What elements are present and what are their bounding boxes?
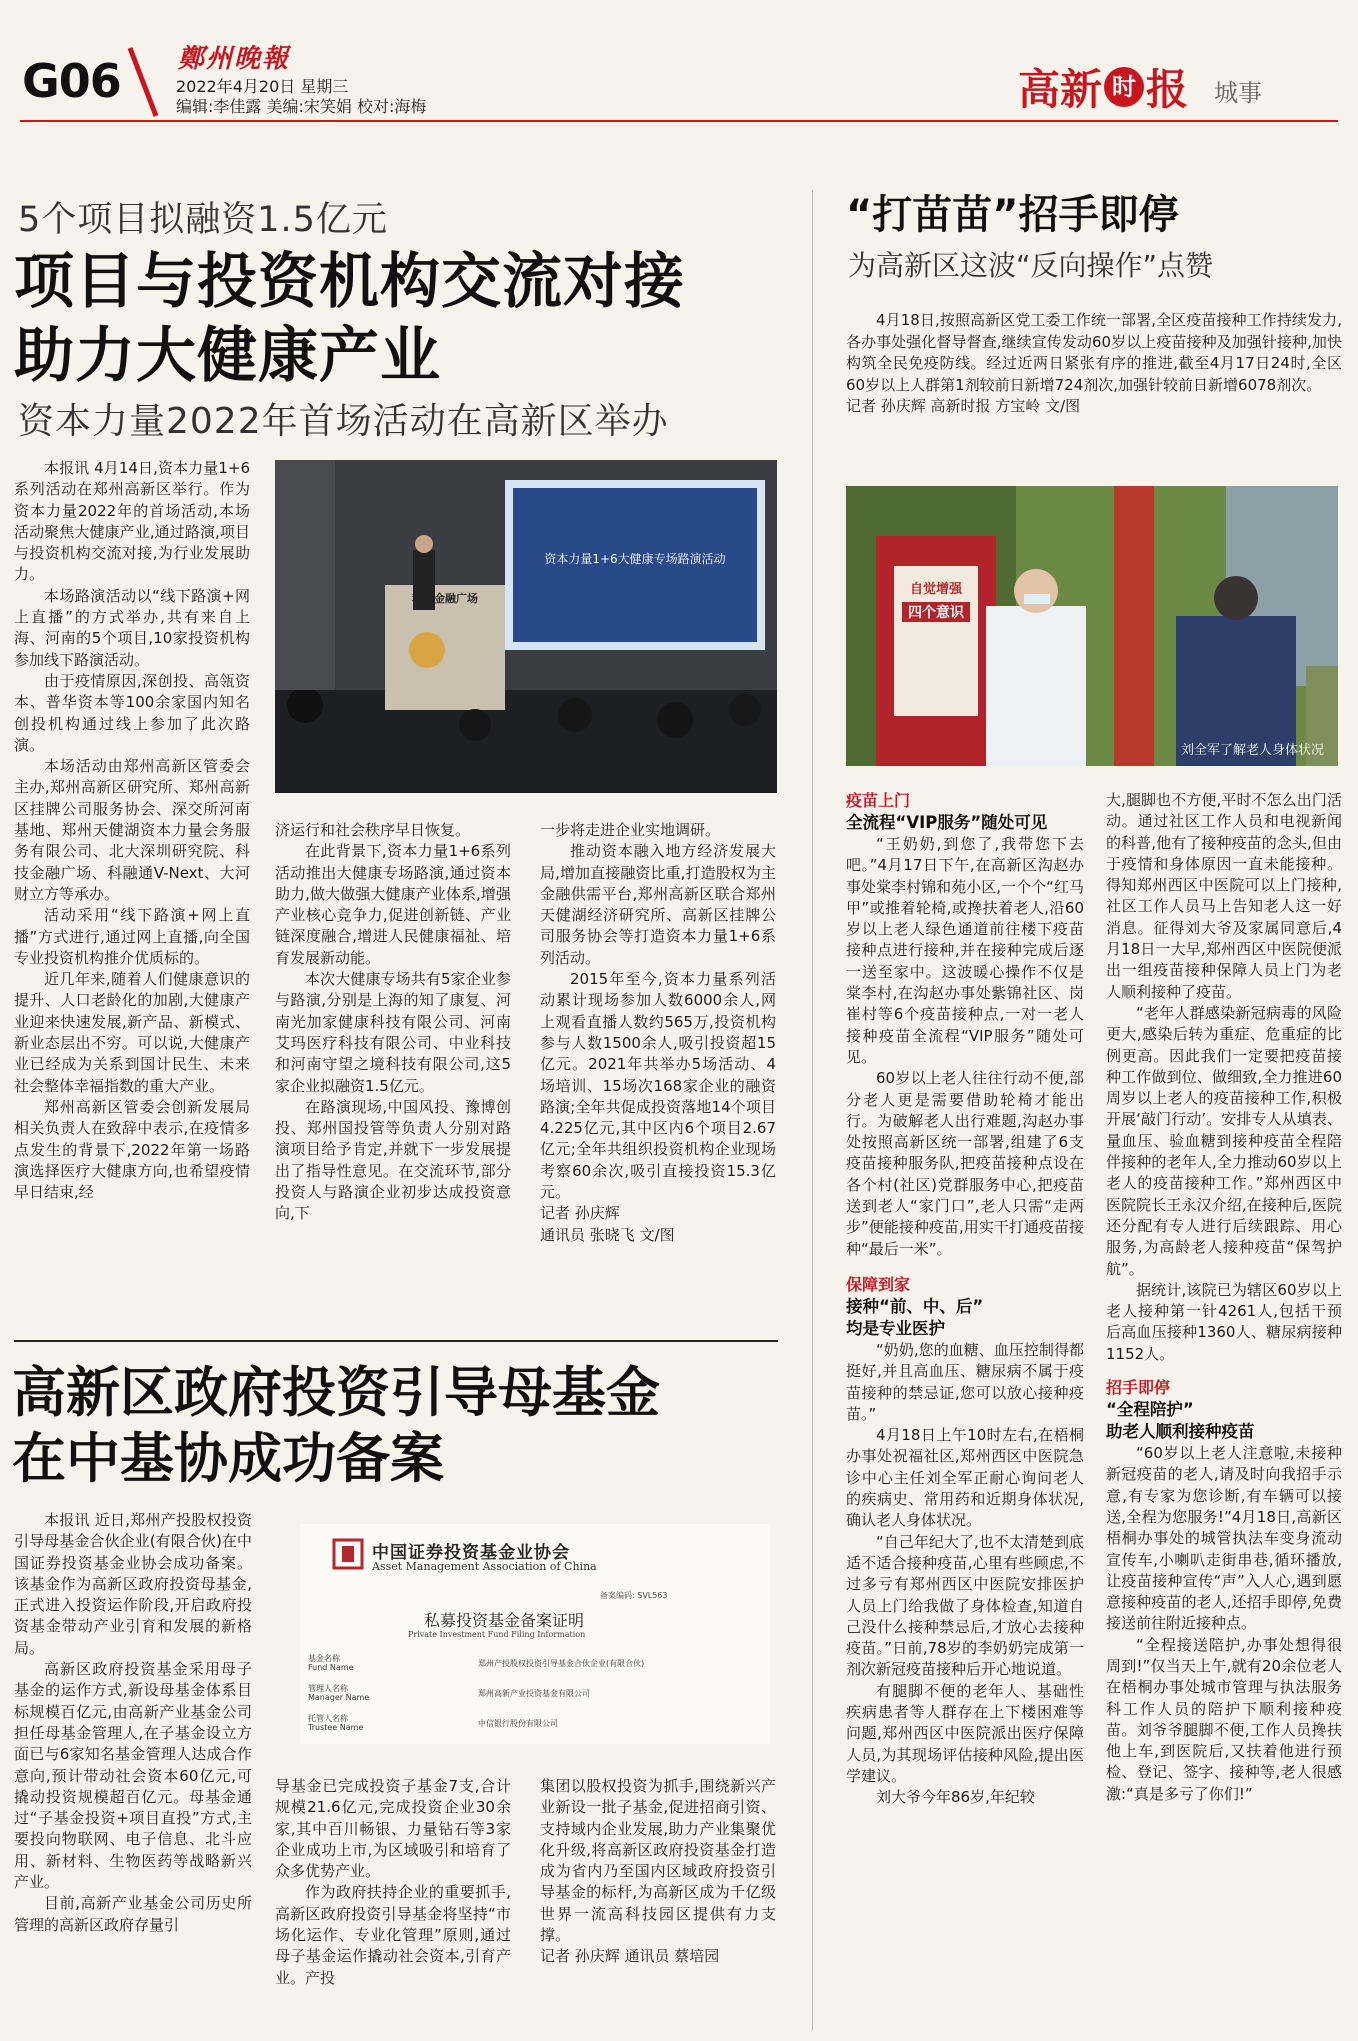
byline: 通讯员 张晓飞 文/图 (540, 1225, 675, 1244)
story3-col2 (1106, 790, 1342, 1805)
paragraph: 集团以股权投资为抓手,围绕新兴产业新设一批子基金,促进招商引资、支持域内企业发展,助力产业集聚优化升级,将高新区政府投资基金打造成为省内乃至国内区域政府投资引导基金的标杆,为高新区成为千亿级世界一流高科技园区提供有力支撑。 (540, 1777, 776, 1945)
story1-col3 (540, 820, 776, 1246)
paragraph: 2015年至今,资本力量系列活动累计现场参加人数6000余人,网上观看直播人数约565万,投资机构参与人数1500余人,吸引投资超15亿元。2021年共举办5场活动、4场培训、15场次168家企业的融资路演;全年共促成投资落地14个项目4.225亿元,其中区内6个项目2.67亿元;全年共组织投资机构企业现场考察60余次,吸引直接投资15.3亿元。 (540, 970, 776, 1202)
story1-deck: 资本力量2022年首场活动在高新区举办 (18, 401, 669, 442)
story3-col1 (846, 790, 1084, 1808)
cert-row (308, 1714, 764, 1744)
editors-line: 编辑:李佳露 美编:宋笑娟 校对:海梅 (176, 97, 427, 116)
story1-kicker: 5个项目拟融资1.5亿元 (18, 200, 388, 240)
cert-value: 中信银行股份有限公司 (478, 1719, 558, 1728)
paragraph: 济运行和社会秩序早日恢复。 (275, 821, 471, 839)
cert-label-en: Fund Name (308, 1663, 354, 1672)
byline: 记者 孙庆辉 (540, 1204, 620, 1223)
story3-headline: “打苗苗”招手即停 (846, 192, 1179, 238)
fund-certificate (300, 1524, 770, 1744)
story2-headline-2: 在中基协成功备案 (12, 1427, 444, 1490)
cert-org-en: Asset Management Association of China (372, 1560, 597, 1573)
cert-table (308, 1654, 764, 1744)
cert-row (308, 1654, 764, 1684)
paragraph: 作为政府扶持企业的重要抓手,高新区政府投资引导基金将坚持“市场化运作、专业化管理”原则,通过母子基金运作撬动社会资本,引育产业。产投 (275, 1883, 511, 1987)
paragraph: 据统计,该院已为辖区60岁以上老人接种第一针4261人,包括干预后高血压接种1360人、糖尿病接种1152人。 (1106, 1280, 1342, 1363)
section-body (1106, 1443, 1342, 1805)
section-title-a: 高新 (1018, 65, 1103, 114)
amac-logo-icon (332, 1538, 364, 1570)
story3-photo (846, 486, 1338, 766)
paragraph: 60岁以上老人往往行动不便,部分老人更是需要借助轮椅才能出行。为破解老人出行难题,沟赵办事处按照高新区统一部署,组建了6支疫苗接种服务队,把疫苗接种点设在各个村(社区)党群服务中心,把疫苗送到老人“家门口”,老人只需“走两步”便能接种疫苗,用实干打通疫苗接种“最后一米”。 (846, 1069, 1084, 1258)
paragraph: “60岁以上老人注意啦,未接种新冠疫苗的老人,请及时向我招手示意,有专家为您诊断,有车辆可以接送,全程为您服务!”4月18日,高新区梧桐办事处的城管执法车变身流动宣传车,小喇叭走街串巷,循环播放,让疫苗接种宣传“声”入人心,遇到愿意接种疫苗的老人,还招手即停,免费接送前往附近接种点。 (1106, 1444, 1342, 1633)
section-title-b: 时 (1104, 67, 1144, 107)
section-title-c: 报 (1146, 65, 1189, 114)
paragraph: 本场路演活动以“线下路演+网上直播”的方式举办,共有来自上海、河南的5个项目,10家投资机构参加线下路演活动。 (14, 586, 250, 669)
section-subhead: “全程陪护” (1106, 1400, 1194, 1420)
section-subhead: 接种“前、中、后” (846, 1296, 984, 1316)
paragraph: 推动资本融入地方经济发展大局,增加直接融资比重,打造股权为主金融供需平台,郑州高新区联合郑州天健湖经济研究所、高新区挂牌公司服务协会等打造资本力量1+6系列活动。 (540, 842, 776, 967)
paragraph: 本次大健康专场共有5家企业参与路演,分别是上海的知了康复、河南光加家健康科技有限公司、河南艾玛医疗科技有限公司、中业科技和河南守望之境科技有限公司,这5家企业拟融资1.5亿元。 (275, 970, 511, 1095)
section-subhead: 助老人顺利接种疫苗 (1106, 1422, 1255, 1442)
paragraph: “老年人群感染新冠病毒的风险更大,感染后转为重症、危重症的比例更高。因此我们一定要把疫苗接种工作做到位、做细致,全力推进60周岁以上老人的疫苗接种工作,积极开展‘敲门行动’。安排专人从填表、量血压、验血糖到接种疫苗全程陪伴接种的老年人,全力推动60岁以上老人的疫苗接种工作。”郑州西区中医院院长王永汉介绍,在接种后,医院还分配有专人进行后续跟踪、用心服务,为高龄老人接种疫苗“保驾护航”。 (1106, 1003, 1342, 1278)
paragraph: 由于疫情原因,深创投、高瓴资本、普华资本等100余家国内知名创投机构通过线上参加了此次路演。 (14, 671, 250, 754)
vaccination-photo-illustration (846, 486, 1338, 766)
paragraph: 本场活动由郑州高新区管委会主办,郑州高新区研究所、郑州高新区挂牌公司服务协会、深交所河南基地、郑州天健湖资本力量会务服务有限公司、北大深圳研究院、科技金融广场、科融通V-Next、大河财立方等承办。 (14, 757, 250, 903)
paragraph: “全程接送陪护,办事处想得很周到!”仅当天上午,就有20余位老人在梧桐办事处城市管理与执法服务科工作人员的陪护下顺利接种疫苗。刘爷爷腿脚不便,工作人员搀扶他上车,到医院后,又扶着他进行预检、登记、签字、接种等,老人很感激:“真是多亏了你们!” (1106, 1635, 1342, 1803)
byline: 记者 孙庆辉 通讯员 蔡培园 (540, 1947, 720, 1966)
story3-lead (846, 310, 1342, 418)
paragraph: 4月18日,按照高新区党工委工作统一部署,全区疫苗接种工作持续发力,各办事处强化督导督查,继续宣传发动60岁以上疫苗接种及加强针接种,加快构筑全民免疫防线。经过近两日紧张有序的推进,截至4月17日24时,全区60岁以上人群第1剂较前日新增724剂次,加强针较前日新增6078剂次。 (846, 311, 1342, 394)
story2-col2 (275, 1776, 511, 1989)
cert-value: 郑州高新产业投资基金有限公司 (478, 1689, 590, 1698)
cert-label-en: Trustee Name (308, 1723, 364, 1732)
page-number: G06 (22, 54, 121, 108)
section-title (1018, 62, 1262, 112)
photo-sign-1: 自觉增强 (909, 582, 962, 597)
paragraph: 导基金已完成投资子基金7支,合计规模21.6亿元,完成投资企业30余家,其中百川畅银、力量钻石等3家企业成功上市,为区域吸引和培育了众多优势产业。 (275, 1777, 511, 1881)
story1-col2 (275, 820, 511, 1225)
section-tag: 保障到家 (846, 1274, 911, 1294)
photo-sign-2: 四个意识 (902, 602, 970, 622)
paragraph: 本报讯 近日,郑州产投股权投资引导母基金合伙企业(有限合伙)在中国证券投资基金业协会成功备案。该基金作为高新区政府投资母基金,正式进入投资运作阶段,开启政府投资基金带动产业引育和发展的新格局。 (14, 1511, 252, 1657)
section-body (846, 1340, 1084, 1809)
masthead-slash (124, 44, 164, 120)
cert-row (308, 1684, 764, 1714)
photo-screen-text: 资本力量1+6大健康专场路演活动 (544, 552, 726, 566)
cert-label: 托管人名称 (308, 1714, 348, 1723)
issue-date: 2022年4月20日 星期三 (176, 77, 349, 96)
masthead-logo: 鄭州晚報 (178, 44, 291, 74)
cert-label: 管理人名称 (308, 1684, 348, 1693)
paragraph: “奶奶,您的血糖、血压控制得都挺好,并且高血压、糖尿病不属于疫苗接种的禁忌证,您可以放心接种疫苗。” (846, 1340, 1084, 1423)
column-divider (812, 190, 813, 2030)
story1-headline-2: 助力大健康产业 (14, 321, 441, 391)
paragraph: “自己年纪大了,也不太清楚到底适不适合接种疫苗,心里有些顾虑,不过多亏有郑州西区中医院安排医护人员上门给我做了身体检查,知道自己没什么接种禁忌后,才放心去接种疫苗。”日前,78岁的李奶奶完成第一剂次新冠疫苗接种后开心地说道。 (846, 1532, 1084, 1679)
cert-org-cn: 中国证券投资基金业协会 (372, 1543, 570, 1563)
cert-title-en: Private Investment Fund Filing Information (408, 1630, 586, 1639)
paragraph: 有腿脚不便的老年人、基础性疾病患者等人群存在上下楼困难等问题,郑州西区中医院派出医疗保障人员,为其现场评估接种风险,提出医学建议。 (846, 1681, 1084, 1785)
story2-col1 (14, 1510, 252, 1936)
section-tag: 疫苗上门 (846, 791, 911, 810)
paragraph: 目前,高新产业基金公司历史所管理的高新区政府存量引 (14, 1894, 252, 1934)
paragraph: 大,腿脚也不方便,平时不怎么出门活动。通过社区工作人员和电视新闻的科普,他有了接种疫苗的念头,但由于疫情和身体原因一直未能接种。得知郑州西区中医院可以上门接种,社区工作人员马上告知老人这一好消息。征得刘大爷及家属同意后,4月18日一大早,郑州西区中医院便派出一组疫苗接种保障人员上门为老人顺利接种了疫苗。 (1106, 791, 1342, 1001)
paragraph: 在路演现场,中国风投、豫博创投、郑州国投管等负责人分别对路演项目给予肯定,并就下一步发展提出了指导性意见。在交流环节,部分投资人与路演企业初步达成投资意向,下 (275, 1097, 511, 1223)
paragraph: 高新区政府投资基金采用母子基金的运作方式,新设母基金体系目标规模百亿元,由高新产业基金公司担任母基金管理人,在子基金设立方面已与6家知名基金管理人达成合作意向,预计带动社会资本60亿元,可撬动投资规模超百亿元。母基金通过“子基金投资+项目直投”方式,主要投向物联网、电子信息、北斗应用、新材料、生物医药等战略新兴产业。 (14, 1660, 252, 1892)
section-body (846, 834, 1084, 1260)
story2-headline-1: 高新区政府投资引导母基金 (12, 1361, 660, 1424)
roadshow-photo-illustration (275, 460, 777, 793)
paragraph: 一步将走进企业实地调研。 (540, 821, 721, 839)
paragraph: 活动采用“线下路演+网上直播”方式进行,通过网上直播,向全国专业投资机构推介优质标的。 (14, 906, 250, 967)
paragraph: 郑州高新区管委会创新发展局相关负责人在致辞中表示,在疫情多点发生的背景下,2022年第一场路演选择医疗大健康方向,也希望疫情早日结束,经 (14, 1097, 250, 1202)
cert-title-cn: 私募投资基金备案证明 (424, 1611, 585, 1630)
header-rule (20, 120, 1338, 122)
section-body (1106, 790, 1342, 1365)
section-subhead: 均是专业医护 (846, 1318, 945, 1338)
photo-banner-text: 科技金融广场 (412, 592, 478, 605)
byline: 记者 孙庆辉 高新时报 方宝岭 文/图 (846, 397, 1081, 415)
paragraph: 在此背景下,资本力量1+6系列活动推出大健康专场路演,通过资本助力,做大做强大健康产业体系,增强产业核心竞争力,促进创新链、产业链深度融合,增进人民健康福祉、培育发展新动能。 (275, 842, 511, 967)
paragraph: 刘大爷今年86岁,年纪较 (876, 1788, 1035, 1807)
section-tag: 城事 (1214, 79, 1263, 107)
paragraph: 4月18日上午10时左右,在梧桐办事处祝福社区,郑州西区中医院急诊中心主任刘全军正耐心询问老人的疾病史、常用药和近期身体状况,确认老人身体状况。 (846, 1426, 1084, 1530)
section-tag: 招手即停 (1106, 1378, 1171, 1398)
story1-photo (275, 460, 777, 793)
cert-number: 备案编码: SVL563 (600, 1591, 668, 1600)
paragraph: 本报讯 4月14日,资本力量1+6系列活动在郑州高新区举行。作为资本力量2022年的首场活动,本场活动聚焦大健康产业,通过路演,项目与投资机构交流对接,为行业发展助力。 (14, 459, 250, 584)
cert-label-en: Manager Name (308, 1693, 370, 1702)
cert-value: 郑州产投股权投资引导基金合伙企业(有限合伙) (478, 1659, 645, 1668)
story3-deck: 为高新区这波“反向操作”点赞 (848, 249, 1214, 282)
photo-caption: 刘全军了解老人身体状况 (1180, 743, 1324, 758)
paragraph: “王奶奶,到您了,我带您下去吧。”4月17日下午,在高新区沟赵办事处棠李村锦和苑小区,一个个“红马甲”或推着轮椅,或搀扶着老人,沿60岁以上老人绿色通道前往楼下疫苗接种点进行接种,并在接种完成后逐一送至家中。这波暖心操作不仅是棠李村,在沟赵办事处紫锦社区、岗崔村等6个疫苗接种点,一对一老人接种疫苗全流程“VIP服务”随处可见。 (846, 835, 1084, 1066)
story1-col1 (14, 458, 250, 1203)
story1-headline-1: 项目与投资机构交流对接 (14, 247, 685, 317)
cert-label: 基金名称 (308, 1654, 340, 1663)
story2-col3 (540, 1776, 776, 1968)
section-subhead: 全流程“VIP服务”随处可见 (846, 813, 1048, 832)
story-divider (14, 1340, 778, 1342)
paragraph: 近几年来,随着人们健康意识的提升、人口老龄化的加剧,大健康产业迎来快速发展,新产品、新模式、新业态层出不穷。可以说,大健康产业已经成为关系到国计民生、未来社会整体幸福指数的重大产业。 (14, 970, 250, 1095)
